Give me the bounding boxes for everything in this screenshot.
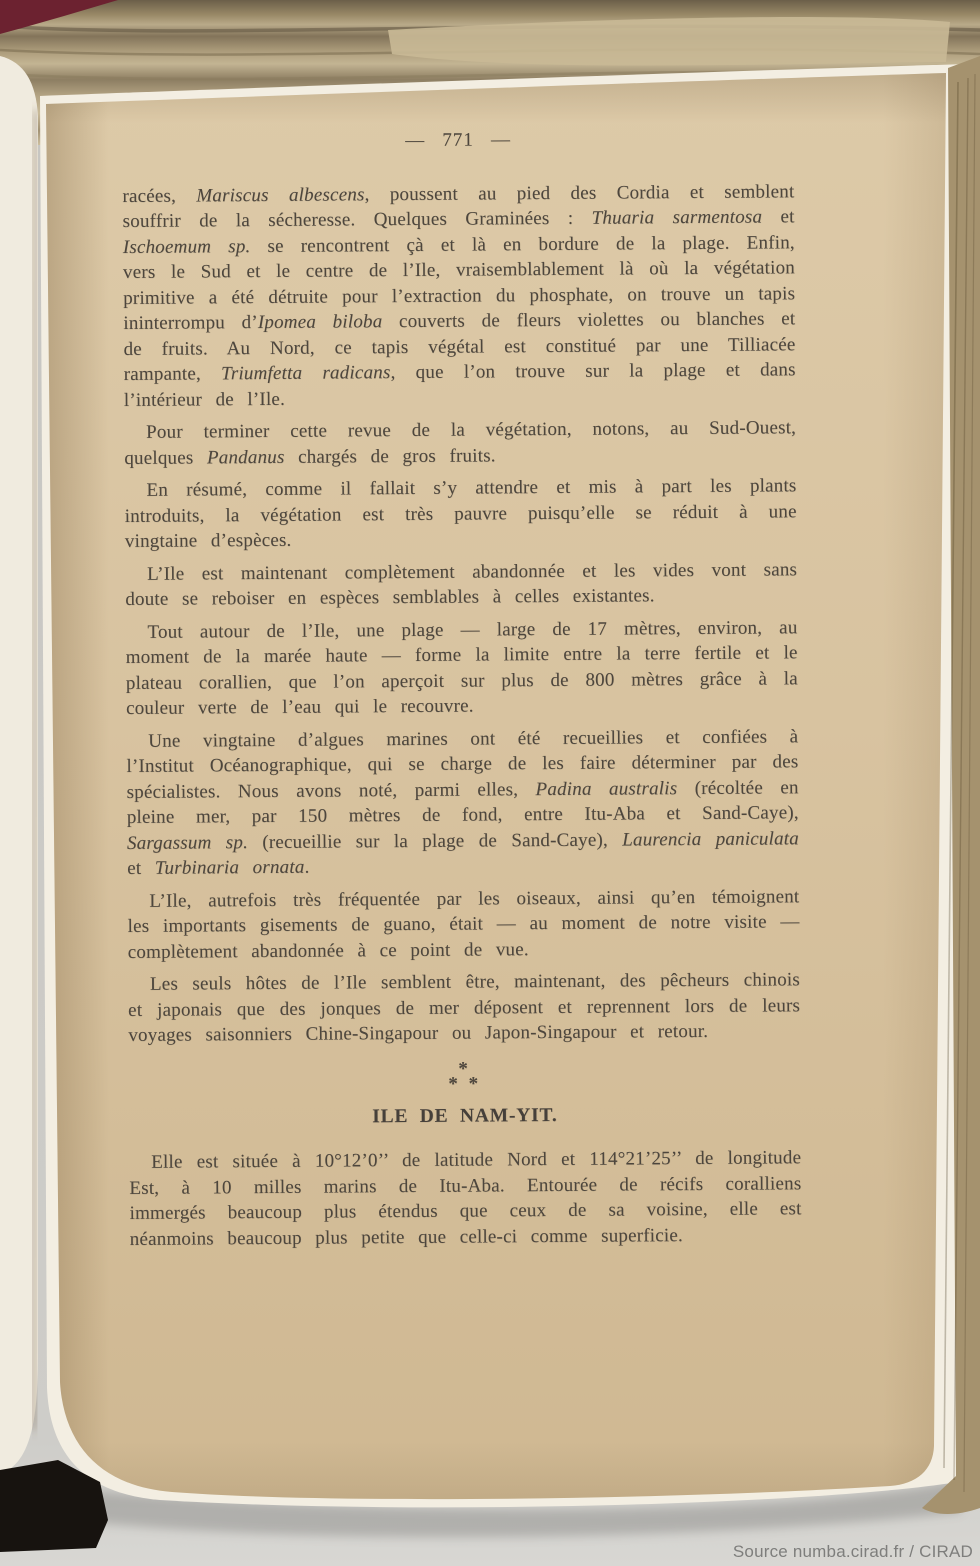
paragraph: En résumé, comme il fallait s’y attendre et mis à part les plants introduits, la végétation est très pauvre puisqu’elle se réduit à une vingtaine d’espèces.	[124, 475, 797, 552]
paragraph: Les seuls hôtes de l’Ile semblent être, maintenant, des pêcheurs chinois et japonais que des jonques de mer déposent et reprennent lors de leurs voyages saisonniers Chine-Singapour ou Japon-Singapour et retour.	[128, 969, 801, 1046]
paragraph: Tout autour de l’Ile, une plage — large de 17 mètres, environ, au moment de la marée haute — forme la limite entre la terre fertile et le plateau corallien, que l’on aperçoit sur plus de 800 mètres grâce à la couleur verte de l’eau qui le recouvre.	[125, 616, 798, 719]
source-watermark: Source numba.cirad.fr / CIRAD	[732, 1542, 973, 1561]
asterisk-separator: * * *	[448, 1058, 482, 1095]
page-text	[122, 125, 802, 1259]
gutter-shadow	[33, 110, 37, 1430]
paragraph: Elle est située à 10°12’0’’ de latitude Nord et 114°21’25’’ de longitude Est, à 10 milles marins de Itu-Aba. Entourée de récifs coralliens immergés beaucoup plus étendus que ceux de sa voisine, elle est néanmoins beaucoup plus petite que celle-ci comme superficie.	[129, 1147, 802, 1250]
page-number: — 771 —	[405, 129, 512, 152]
section-heading: ILE DE NAM-YIT.	[372, 1104, 558, 1127]
paragraph: Une vingtaine d’algues marines ont été recueillies et confiées à l’Institut Océanographique, qui se charge de les faire déterminer par des spécialistes. Nous avons noté, parmi elles, Padina australis (récoltée en pleine mer, par 150 mètres de fond, entre Itu-Aba et Sand-Caye), Sargassum sp. (recueillie sur la plage de Sand-Caye), Laurencia paniculata et Turbinaria ornata.	[126, 725, 800, 879]
paragraph: L’Ile est maintenant complètement abandonnée et les vides vont sans doute se reboiser en espèces semblables à celles existantes.	[125, 558, 798, 610]
paragraph: Pour terminer cette revue de la végétation, notons, au Sud-Ouest, quelques Pandanus chargés de gros fruits.	[124, 417, 797, 469]
paragraph: L’Ile, autrefois très fréquentée par les oiseaux, ainsi qu’en témoignent les importants gisements de guano, était — au moment de notre visite — complètement abandonnée à ce point de vue.	[127, 885, 800, 963]
paragraph: racées, Mariscus albescens, poussent au pied des Cordia et semblent souffrir de la sécheresse. Quelques Graminées : Thuaria sarmentosa et Ischoemum sp. se rencontrent çà et là en bordure de la plage. Enfin, vers le Sud et le centre de l’Ile, vraisemblablement là où la végétation primitive a été détruite pour l’extraction du phosphate, on trouve un tapis ininterrompu d’Ipomea biloba couverts de fleurs violettes ou blanches et de fruits. Au Nord, ce tapis végétal est constitué par une Tilliacée rampante, Triumfetta radicans, que l’on trouve sur la plage et dans l’intérieur de l’Ile.	[122, 180, 796, 411]
page-body	[122, 179, 801, 1252]
